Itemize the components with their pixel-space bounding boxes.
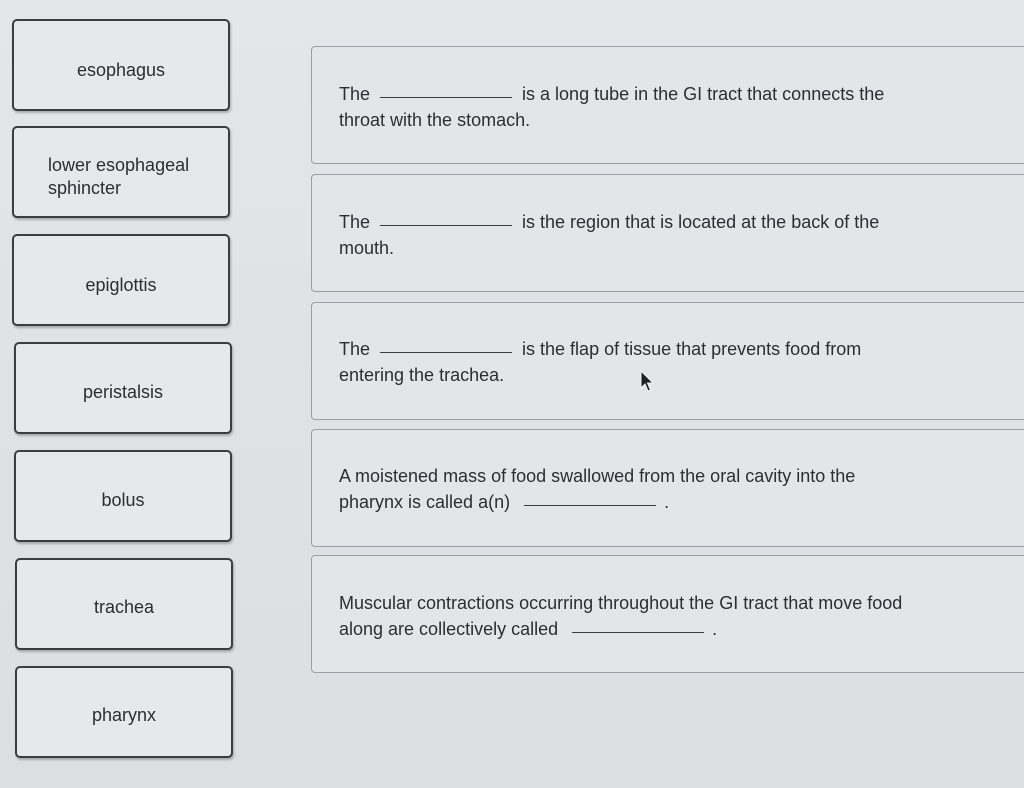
answer-blank[interactable] (380, 224, 512, 226)
term-label: esophagus (76, 60, 166, 80)
term-label: bolus (101, 490, 145, 510)
answer-blank[interactable] (380, 96, 512, 98)
question-box-2[interactable] (311, 174, 1024, 292)
question-box-3[interactable] (311, 302, 1024, 420)
mouse-pointer-icon (640, 370, 656, 394)
answer-blank[interactable] (380, 351, 512, 353)
term-card-bolus[interactable] (14, 450, 232, 542)
question-box-4[interactable] (311, 429, 1024, 547)
question-text: A moistened mass of food swallowed from the oral cavity into the pharynx is called a(n) . (339, 466, 856, 512)
term-card-peristalsis[interactable] (14, 342, 232, 434)
term-label: trachea (93, 597, 155, 617)
term-label: pharynx (91, 705, 157, 725)
question-text: The is a long tube in the GI tract that connects the throat with the stomach. (339, 84, 885, 130)
term-label: lower esophageal sphincter (48, 155, 190, 198)
term-label: epiglottis (85, 275, 157, 295)
question-box-1[interactable] (311, 46, 1024, 164)
term-card-epiglottis[interactable] (12, 234, 230, 326)
question-text: The is the region that is located at the back of the mouth. (339, 212, 880, 258)
term-card-esophagus[interactable] (12, 19, 230, 111)
answer-blank[interactable] (572, 631, 704, 633)
question-box-5[interactable] (311, 555, 1024, 673)
answer-blank[interactable] (524, 504, 656, 506)
term-card-trachea[interactable] (15, 558, 233, 650)
term-label: peristalsis (82, 382, 164, 402)
question-text: The is the flap of tissue that prevents food from entering the trachea. (339, 339, 862, 385)
question-text: Muscular contractions occurring throughout the GI tract that move food along are collectively called . (339, 593, 903, 639)
term-card-lower-esophageal-sphincter[interactable] (12, 126, 230, 218)
term-card-pharynx[interactable] (15, 666, 233, 758)
